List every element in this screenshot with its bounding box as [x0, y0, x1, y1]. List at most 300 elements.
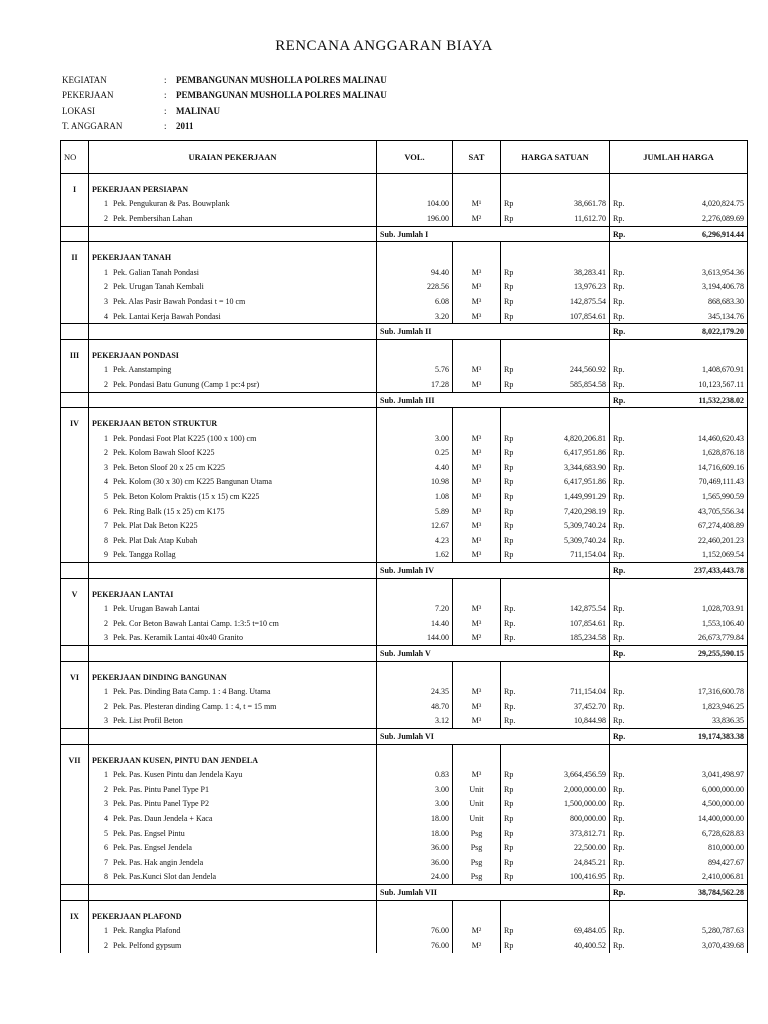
empty-cell — [517, 587, 610, 602]
item-description — [89, 923, 377, 938]
empty-cell — [517, 753, 610, 768]
item-unit-price: 22,500.00 — [517, 840, 610, 855]
spacer-cell — [89, 578, 377, 587]
item-index: 6 — [104, 843, 108, 853]
section-row — [61, 670, 748, 685]
item-unit: M² — [453, 938, 501, 953]
item-unit-price: 10,844.98 — [517, 714, 610, 729]
item-index: 2 — [104, 282, 108, 292]
empty-cell — [610, 909, 626, 924]
item-volume: 144.00 — [377, 631, 453, 646]
spacer-row — [61, 744, 748, 753]
empty-cell — [626, 909, 748, 924]
item-unit: M³ — [453, 548, 501, 563]
empty-cell — [61, 563, 89, 579]
subtotal-row — [61, 729, 748, 745]
info-value: MALINAU — [176, 105, 220, 116]
subtotal-label: Sub. Jumlah II — [377, 324, 501, 340]
section-number: IX — [61, 909, 89, 924]
item-unit-price: 711,154.04 — [517, 684, 610, 699]
empty-cell — [517, 182, 610, 197]
empty-cell — [610, 670, 626, 685]
item-text: Pek. Kolom Bawah Sloof K225 — [113, 448, 215, 458]
item-total-price: 22,460,201.23 — [626, 533, 748, 548]
spacer-cell — [377, 242, 453, 251]
row-number-cell — [61, 938, 89, 953]
empty-cell — [517, 324, 610, 340]
currency-label: Rp. — [610, 475, 626, 490]
currency-label: Rp. — [610, 811, 626, 826]
item-volume: 3.00 — [377, 782, 453, 797]
empty-cell — [501, 670, 517, 685]
empty-cell — [626, 587, 748, 602]
item-unit-price: 2,000,000.00 — [517, 782, 610, 797]
item-unit: Psg — [453, 840, 501, 855]
item-unit: M³ — [453, 684, 501, 699]
row-number-cell — [61, 870, 89, 885]
subtotal-label: Sub. Jumlah IV — [377, 563, 501, 579]
table-row — [61, 699, 748, 714]
subtotal-row — [61, 226, 748, 242]
spacer-cell — [377, 408, 453, 417]
item-unit: M³ — [453, 446, 501, 461]
currency-label: Rp. — [610, 446, 626, 461]
currency-label: Rp. — [501, 714, 517, 729]
empty-cell — [501, 392, 517, 408]
header-sat: SAT — [453, 141, 501, 174]
empty-cell — [377, 416, 453, 431]
item-index: 4 — [104, 813, 108, 823]
item-unit-price: 142,875.54 — [517, 601, 610, 616]
item-text: Pek. Pas.Kunci Slot dan Jendela — [113, 872, 217, 882]
item-unit-price: 1,500,000.00 — [517, 797, 610, 812]
item-text: Pek. Pondasi Batu Gunung (Camp 1 pc:4 psr) — [113, 379, 260, 389]
currency-label: Rp. — [610, 646, 626, 662]
item-index: 3 — [104, 296, 108, 306]
item-description — [89, 265, 377, 280]
empty-cell — [89, 729, 377, 745]
item-text: Pek. Pas. Pintu Panel Type P2 — [113, 799, 209, 809]
item-index: 2 — [104, 940, 108, 950]
row-number-cell — [61, 533, 89, 548]
item-unit: M³ — [453, 460, 501, 475]
item-index: 1 — [104, 365, 108, 375]
empty-cell — [517, 416, 610, 431]
table-row — [61, 518, 748, 533]
empty-cell — [610, 416, 626, 431]
empty-cell — [377, 670, 453, 685]
spacer-cell — [377, 661, 453, 670]
spacer-cell — [610, 242, 626, 251]
item-unit-price: 37,452.70 — [517, 699, 610, 714]
item-text: Pek. Urugan Tanah Kembali — [113, 282, 204, 292]
header-harga-satuan: HARGA SATUAN — [501, 141, 610, 174]
currency-label: Rp. — [610, 392, 626, 408]
subtotal-value: 8,022,179.20 — [626, 324, 748, 340]
section-title: PEKERJAAN KUSEN, PINTU DAN JENDELA — [89, 753, 377, 768]
currency-label: Rp. — [610, 938, 626, 953]
empty-cell — [610, 753, 626, 768]
info-colon: : — [164, 105, 167, 116]
empty-cell — [610, 182, 626, 197]
empty-cell — [377, 909, 453, 924]
item-description — [89, 460, 377, 475]
item-total-price: 4,020,824.75 — [626, 197, 748, 212]
table-row — [61, 548, 748, 563]
item-unit: Unit — [453, 782, 501, 797]
currency-label: Rp — [501, 446, 517, 461]
item-unit: Psg — [453, 870, 501, 885]
item-total-price: 4,500,000.00 — [626, 797, 748, 812]
currency-label: Rp — [501, 533, 517, 548]
table-row — [61, 294, 748, 309]
table-row — [61, 840, 748, 855]
currency-label: Rp. — [610, 870, 626, 885]
spacer-cell — [61, 174, 89, 183]
item-total-price: 3,613,954.36 — [626, 265, 748, 280]
currency-label: Rp. — [610, 489, 626, 504]
section-title: PEKERJAAN PONDASI — [89, 348, 377, 363]
item-text: Pek. Rangka Plafond — [113, 926, 181, 936]
section-title: PEKERJAAN BETON STRUKTUR — [89, 416, 377, 431]
spacer-cell — [610, 900, 626, 909]
info-row-pekerjaan — [62, 88, 387, 104]
item-unit: M³ — [453, 518, 501, 533]
row-number-cell — [61, 811, 89, 826]
item-text: Pek. Lantai Kerja Bawah Pondasi — [113, 311, 221, 321]
currency-label: Rp. — [610, 504, 626, 519]
table-row — [61, 714, 748, 729]
info-row-lokasi — [62, 103, 387, 119]
row-number-cell — [61, 294, 89, 309]
table-header-row — [61, 141, 748, 174]
table-row — [61, 504, 748, 519]
currency-label: Rp — [501, 518, 517, 533]
item-unit-price: 3,344,683.90 — [517, 460, 610, 475]
spacer-cell — [501, 339, 517, 348]
spacer-row — [61, 174, 748, 183]
item-index: 2 — [104, 379, 108, 389]
spacer-cell — [377, 174, 453, 183]
item-volume: 48.70 — [377, 699, 453, 714]
item-text: Pek. Plat Dak Beton K225 — [113, 521, 198, 531]
item-index: 1 — [104, 433, 108, 443]
item-unit-price: 373,812.71 — [517, 826, 610, 841]
subtotal-label: Sub. Jumlah V — [377, 646, 501, 662]
subtotal-value: 38,784,562.28 — [626, 885, 748, 901]
currency-label: Rp — [501, 870, 517, 885]
empty-cell — [501, 729, 517, 745]
currency-label: Rp — [501, 211, 517, 226]
empty-cell — [453, 348, 501, 363]
item-description — [89, 548, 377, 563]
spacer-cell — [626, 900, 748, 909]
table-row — [61, 938, 748, 953]
item-text: Pek. Pas. Dinding Bata Camp. 1 : 4 Bang. Utama — [113, 687, 271, 697]
spacer-cell — [89, 900, 377, 909]
item-unit-price: 185,234.58 — [517, 631, 610, 646]
item-unit: M³ — [453, 363, 501, 378]
item-unit: Unit — [453, 797, 501, 812]
subtotal-label: Sub. Jumlah III — [377, 392, 501, 408]
row-number-cell — [61, 855, 89, 870]
empty-cell — [377, 587, 453, 602]
spacer-cell — [377, 339, 453, 348]
budget-table — [60, 140, 748, 953]
spacer-cell — [610, 744, 626, 753]
row-number-cell — [61, 475, 89, 490]
currency-label: Rp. — [501, 684, 517, 699]
row-number-cell — [61, 377, 89, 392]
spacer-cell — [501, 661, 517, 670]
row-number-cell — [61, 714, 89, 729]
item-description — [89, 714, 377, 729]
item-total-price: 1,565,990.59 — [626, 489, 748, 504]
currency-label: Rp — [501, 826, 517, 841]
currency-label: Rp. — [610, 782, 626, 797]
item-description — [89, 826, 377, 841]
table-row — [61, 923, 748, 938]
item-index: 1 — [104, 199, 108, 209]
empty-cell — [626, 753, 748, 768]
table-row — [61, 377, 748, 392]
info-value: PEMBANGUNAN MUSHOLLA POLRES MALINAU — [176, 74, 387, 85]
item-volume: 104.00 — [377, 197, 453, 212]
currency-label: Rp. — [501, 601, 517, 616]
item-unit: M² — [453, 923, 501, 938]
row-number-cell — [61, 197, 89, 212]
spacer-cell — [89, 242, 377, 251]
spacer-cell — [377, 578, 453, 587]
item-total-price: 2,410,006.81 — [626, 870, 748, 885]
currency-label: Rp. — [610, 601, 626, 616]
spacer-cell — [517, 174, 610, 183]
empty-cell — [517, 646, 610, 662]
spacer-cell — [453, 339, 501, 348]
table-row — [61, 870, 748, 885]
header-jumlah-harga: JUMLAH HARGA — [610, 141, 748, 174]
currency-label: Rp. — [610, 533, 626, 548]
item-unit: Psg — [453, 826, 501, 841]
spacer-cell — [626, 744, 748, 753]
item-total-price: 1,553,106.40 — [626, 616, 748, 631]
spacer-cell — [517, 744, 610, 753]
row-number-cell — [61, 616, 89, 631]
empty-cell — [61, 324, 89, 340]
empty-cell — [501, 885, 517, 901]
item-total-price: 33,836.35 — [626, 714, 748, 729]
item-unit-price: 711,154.04 — [517, 548, 610, 563]
item-description — [89, 811, 377, 826]
currency-label: Rp. — [610, 563, 626, 579]
item-total-price: 6,000,000.00 — [626, 782, 748, 797]
item-volume: 18.00 — [377, 811, 453, 826]
item-total-price: 70,469,111.43 — [626, 475, 748, 490]
currency-label: Rp — [501, 431, 517, 446]
currency-label: Rp. — [610, 714, 626, 729]
item-unit-price: 585,854.58 — [517, 377, 610, 392]
item-unit: M³ — [453, 489, 501, 504]
empty-cell — [61, 226, 89, 242]
row-number-cell — [61, 363, 89, 378]
item-volume: 4.40 — [377, 460, 453, 475]
section-row — [61, 753, 748, 768]
section-number: IV — [61, 416, 89, 431]
spacer-cell — [61, 408, 89, 417]
row-number-cell — [61, 840, 89, 855]
item-description — [89, 431, 377, 446]
spacer-cell — [61, 661, 89, 670]
item-text: Pek. Ring Balk (15 x 25) cm K175 — [113, 506, 225, 516]
row-number-cell — [61, 489, 89, 504]
row-number-cell — [61, 431, 89, 446]
row-number-cell — [61, 211, 89, 226]
subtotal-value: 19,174,383.38 — [626, 729, 748, 745]
item-index: 2 — [104, 701, 108, 711]
item-total-price: 810,000.00 — [626, 840, 748, 855]
empty-cell — [517, 729, 610, 745]
item-index: 1 — [104, 687, 108, 697]
table-row — [61, 431, 748, 446]
item-description — [89, 782, 377, 797]
spacer-cell — [89, 408, 377, 417]
spacer-cell — [610, 661, 626, 670]
empty-cell — [453, 182, 501, 197]
currency-label: Rp. — [501, 631, 517, 646]
section-title: PEKERJAAN PERSIAPAN — [89, 182, 377, 197]
item-unit-price: 6,417,951.86 — [517, 446, 610, 461]
info-label: T. ANGGARAN — [62, 121, 123, 132]
row-number-cell — [61, 684, 89, 699]
spacer-row — [61, 661, 748, 670]
spacer-cell — [501, 242, 517, 251]
item-index: 2 — [104, 784, 108, 794]
item-volume: 3.00 — [377, 797, 453, 812]
item-total-price: 3,194,406.78 — [626, 280, 748, 295]
item-unit: Psg — [453, 855, 501, 870]
item-description — [89, 938, 377, 953]
currency-label: Rp — [501, 460, 517, 475]
section-row — [61, 416, 748, 431]
spacer-cell — [61, 578, 89, 587]
table-row — [61, 197, 748, 212]
item-total-price: 17,316,600.78 — [626, 684, 748, 699]
subtotal-label: Sub. Jumlah VII — [377, 885, 501, 901]
item-unit-price: 24,845.21 — [517, 855, 610, 870]
item-unit: M³ — [453, 616, 501, 631]
section-number: III — [61, 348, 89, 363]
spacer-row — [61, 242, 748, 251]
empty-cell — [61, 729, 89, 745]
item-text: Pek. Kolom (30 x 30) cm K225 Bangunan Utama — [113, 477, 272, 487]
info-row-kegiatan — [62, 72, 387, 88]
item-unit-price: 800,000.00 — [517, 811, 610, 826]
currency-label: Rp — [501, 840, 517, 855]
spacer-cell — [61, 744, 89, 753]
spacer-row — [61, 339, 748, 348]
subtotal-row — [61, 885, 748, 901]
currency-label: Rp. — [610, 548, 626, 563]
item-text: Pek. Plat Dak Atap Kubah — [113, 535, 198, 545]
empty-cell — [377, 753, 453, 768]
item-description — [89, 294, 377, 309]
item-unit: M³ — [453, 294, 501, 309]
item-text: Pek. Urugan Bawah Lantai — [113, 604, 200, 614]
table-row — [61, 782, 748, 797]
header-uraian: URAIAN PEKERJAAN — [89, 141, 377, 174]
row-number-cell — [61, 782, 89, 797]
spacer-cell — [626, 578, 748, 587]
spacer-cell — [626, 242, 748, 251]
item-unit: M³ — [453, 475, 501, 490]
item-unit: M³ — [453, 431, 501, 446]
spacer-cell — [501, 578, 517, 587]
row-number-cell — [61, 309, 89, 324]
item-total-price: 43,705,556.34 — [626, 504, 748, 519]
currency-label: Rp — [501, 811, 517, 826]
currency-label: Rp. — [610, 840, 626, 855]
item-unit: M³ — [453, 714, 501, 729]
item-total-price: 14,400,000.00 — [626, 811, 748, 826]
table-row — [61, 767, 748, 782]
empty-cell — [89, 226, 377, 242]
item-text: Pek. Pas. Pintu Panel Type P1 — [113, 784, 209, 794]
item-volume: 7.20 — [377, 601, 453, 616]
spacer-cell — [501, 900, 517, 909]
section-number: II — [61, 250, 89, 265]
item-total-price: 14,460,620.43 — [626, 431, 748, 446]
item-total-price: 1,152,069.54 — [626, 548, 748, 563]
currency-label: Rp. — [610, 826, 626, 841]
item-text: Pek. Galian Tanah Pondasi — [113, 267, 199, 277]
item-description — [89, 489, 377, 504]
currency-label: Rp. — [610, 197, 626, 212]
item-text: Pek. Pas. Engsel Pintu — [113, 828, 185, 838]
item-description — [89, 601, 377, 616]
row-number-cell — [61, 518, 89, 533]
spacer-cell — [610, 339, 626, 348]
empty-cell — [89, 324, 377, 340]
currency-label: Rp — [501, 363, 517, 378]
currency-label: Rp. — [501, 616, 517, 631]
spacer-cell — [89, 661, 377, 670]
spacer-cell — [61, 242, 89, 251]
item-total-price: 10,123,567.11 — [626, 377, 748, 392]
spacer-cell — [610, 578, 626, 587]
section-title: PEKERJAAN TANAH — [89, 250, 377, 265]
item-description — [89, 197, 377, 212]
item-volume: 1.08 — [377, 489, 453, 504]
item-unit-price: 1,449,991.29 — [517, 489, 610, 504]
item-index: 2 — [104, 448, 108, 458]
currency-label: Rp. — [610, 324, 626, 340]
empty-cell — [61, 646, 89, 662]
currency-label: Rp — [501, 475, 517, 490]
currency-label: Rp — [501, 504, 517, 519]
currency-label: Rp — [501, 377, 517, 392]
item-index: 3 — [104, 633, 108, 643]
currency-label: Rp. — [610, 684, 626, 699]
info-value: 2011 — [176, 121, 194, 132]
table-row — [61, 446, 748, 461]
item-total-price: 1,028,703.91 — [626, 601, 748, 616]
item-unit-price: 40,400.52 — [517, 938, 610, 953]
item-total-price: 1,823,946.25 — [626, 699, 748, 714]
item-total-price: 1,408,670.91 — [626, 363, 748, 378]
currency-label: Rp — [501, 280, 517, 295]
table-row — [61, 616, 748, 631]
item-unit-price: 142,875.54 — [517, 294, 610, 309]
